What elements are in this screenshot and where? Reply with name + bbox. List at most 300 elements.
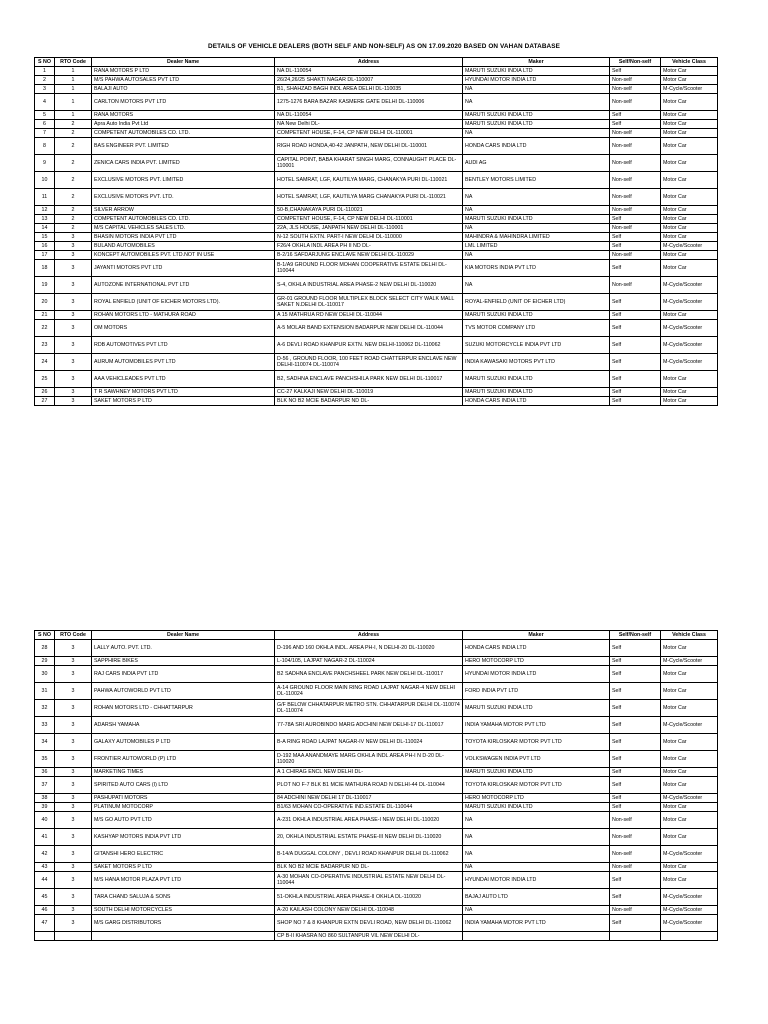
- cell-self-non-self: Non-self: [610, 155, 661, 172]
- table-row: [35, 337, 718, 354]
- table-row: [35, 734, 718, 751]
- cell-rto-code: 2: [55, 120, 92, 129]
- cell-self-non-self: Non-self: [610, 829, 661, 846]
- table-row: [35, 640, 718, 657]
- cell-self-non-self: Non-self: [610, 846, 661, 863]
- cell-maker: MARUTI SUZUKI INDIA LTD: [463, 803, 610, 812]
- cell-vehicle-class: Motor Car: [661, 155, 718, 172]
- table-row: [35, 320, 718, 337]
- cell-vehicle-class: Motor Car: [661, 311, 718, 320]
- dealers-table-1: [34, 57, 718, 406]
- col-header-dealer-name: Dealer Name: [92, 58, 275, 67]
- cell-vehicle-class: Motor Car: [661, 172, 718, 189]
- cell-rto-code: 1: [55, 85, 92, 94]
- cell-rto-code: 2: [55, 224, 92, 233]
- cell-self-non-self: Non-self: [610, 277, 661, 294]
- cell-self-non-self: Self: [610, 294, 661, 311]
- cell-vehicle-class: Motor Car: [661, 224, 718, 233]
- cell-dealer-name: SPIRITED AUTO CARS (I) LTD: [92, 777, 275, 794]
- cell-maker: NA: [463, 829, 610, 846]
- cell-dealer-name: FRONTIER AUTOWORLD (P) LTD: [92, 751, 275, 768]
- cell-maker: MARUTI SUZUKI INDIA LTD: [463, 768, 610, 777]
- cell-maker: MARUTI SUZUKI INDIA LTD: [463, 700, 610, 717]
- cell-address: CAPITAL POINT, BABA KHARAT SINGH MARG, CONNAUGHT PLACE DL-110001: [275, 155, 463, 172]
- cell-address: BLK NO B2 MCIE BADARPUR ND DL-: [275, 397, 463, 406]
- cell-vehicle-class: Motor Car: [661, 777, 718, 794]
- cell-self-non-self: Non-self: [610, 206, 661, 215]
- cell-rto-code: 3: [55, 863, 92, 872]
- table-row: [35, 172, 718, 189]
- table-row: [35, 206, 718, 215]
- cell-sno: 15: [35, 233, 55, 242]
- cell-address: SHOP NO 7 & 8 KHANPUR EXTN DEVLI ROAD, NEW DELHI DL-110062: [275, 915, 463, 932]
- cell-address: N-12 SOUTH EXTN. PART-I NEW DELHI DL-110000: [275, 233, 463, 242]
- table-row: [35, 397, 718, 406]
- cell-self-non-self: Self: [610, 915, 661, 932]
- cell-address: B-14/A DUGGAL COLONY , DEVLI ROAD KHANPUR DELHI DL-110062: [275, 846, 463, 863]
- cell-vehicle-class: Motor Car: [661, 129, 718, 138]
- cell-address: S-4, OKHLA INDUSTRIAL AREA PHASE-2 NEW DELHI DL-110020: [275, 277, 463, 294]
- cell-maker: INDIA YAMAHA MOTOR PVT LTD: [463, 915, 610, 932]
- cell-sno: 47: [35, 915, 55, 932]
- col-header-maker: Maker: [463, 58, 610, 67]
- table-row: [35, 251, 718, 260]
- cell-self-non-self: Self: [610, 215, 661, 224]
- table-row: [35, 233, 718, 242]
- cell-maker: NA: [463, 277, 610, 294]
- cell-dealer-name: KONCEPT AUTOMOBILES PVT. LTD.NOT IN USE: [92, 251, 275, 260]
- cell-address: NA New Delhi DL-: [275, 120, 463, 129]
- cell-sno: 9: [35, 155, 55, 172]
- cell-maker: MARUTI SUZUKI INDIA LTD: [463, 388, 610, 397]
- cell-sno: 2: [35, 76, 55, 85]
- cell-vehicle-class: Motor Car: [661, 863, 718, 872]
- cell-maker: AUDI AG: [463, 155, 610, 172]
- cell-dealer-name: ROHAN MOTORS LTD - MATHURA ROAD: [92, 311, 275, 320]
- table-row: [35, 85, 718, 94]
- col-header-address: Address: [275, 58, 463, 67]
- cell-self-non-self: Non-self: [610, 129, 661, 138]
- cell-maker: NA: [463, 85, 610, 94]
- cell-address: 77-78A SRI AUROBINDO MARG ADCHINI NEW DELHI-17 DL-110017: [275, 717, 463, 734]
- cell-address: BLK NO B2 MCIE BADARPUR ND DL-: [275, 863, 463, 872]
- cell-address: 50-B,CHANAKAYA PURI DL-110021: [275, 206, 463, 215]
- cell-maker: VOLKSWAGEN INDIA PVT LTD: [463, 751, 610, 768]
- cell-self-non-self: Self: [610, 388, 661, 397]
- col-header-rto-code: RTO Code: [55, 631, 92, 640]
- cell-address: 20, OKHLA INDUSTRIAL ESTATE PHASE-III NEW DELHI DL-110020: [275, 829, 463, 846]
- cell-address: D-192 MAA ANANDMAYE MARG OKHLA INDL AREA PH-I N D-20 DL-110020: [275, 751, 463, 768]
- cell-vehicle-class: Motor Car: [661, 251, 718, 260]
- cell-sno: 34: [35, 734, 55, 751]
- table-row: [35, 794, 718, 803]
- cell-address: A-5 MOLAR BAND EXTENSION BADARPUR NEW DELHI DL-110044: [275, 320, 463, 337]
- cell-vehicle-class: Motor Car: [661, 189, 718, 206]
- cell-vehicle-class: Motor Car: [661, 94, 718, 111]
- cell-dealer-name: BAS ENGINEER PVT. LIMITED: [92, 138, 275, 155]
- cell-rto-code: 2: [55, 138, 92, 155]
- cell-address: 22A, JLS HOUSE, JANPATH NEW DELHI DL-110001: [275, 224, 463, 233]
- cell-address: B2 SADHNA ENCLAVE PANCHSHEEL PARK NEW DELHI DL-110017: [275, 666, 463, 683]
- cell-sno: 39: [35, 803, 55, 812]
- cell-self-non-self: Non-self: [610, 85, 661, 94]
- cell-dealer-name: PASHUPATI MOTORS: [92, 794, 275, 803]
- cell-rto-code: 2: [55, 206, 92, 215]
- cell-vehicle-class: Motor Car: [661, 872, 718, 889]
- cell-sno: 38: [35, 794, 55, 803]
- cell-maker: NA: [463, 224, 610, 233]
- cell-rto-code: 3: [55, 371, 92, 388]
- cell-dealer-name: T R SAWHNEY MOTORS PVT LTD: [92, 388, 275, 397]
- cell-dealer-name: M/S HANA MOTOR PLAZA PVT LTD: [92, 872, 275, 889]
- cell-dealer-name: KASHYAP MOTORS INDIA PVT LTD: [92, 829, 275, 846]
- cell-vehicle-class: Motor Car: [661, 111, 718, 120]
- cell-self-non-self: Self: [610, 371, 661, 388]
- cell-maker: TOYOTA KIRLOSKAR MOTOR PVT LTD: [463, 777, 610, 794]
- cell-sno: 41: [35, 829, 55, 846]
- cell-sno: 17: [35, 251, 55, 260]
- cell-sno: 10: [35, 172, 55, 189]
- cell-rto-code: 3: [55, 829, 92, 846]
- cell-maker: MARUTI SUZUKI INDIA LTD: [463, 371, 610, 388]
- cell-sno: 24: [35, 354, 55, 371]
- cell-dealer-name: M/S PAHWA AUTOSALES PVT LTD: [92, 76, 275, 85]
- cell-maker: KIA MOTORS INDIA PVT LTD: [463, 260, 610, 277]
- cell-address: NA DL-110054: [275, 111, 463, 120]
- cell-self-non-self: Self: [610, 397, 661, 406]
- table-row: [35, 294, 718, 311]
- cell-rto-code: 3: [55, 640, 92, 657]
- cell-sno: 1: [35, 67, 55, 76]
- cell-address: D-196 AND 160 OKHLA INDL. AREA PH-I, N DELHI-20 DL-110020: [275, 640, 463, 657]
- cell-sno: 35: [35, 751, 55, 768]
- table-row: [35, 700, 718, 717]
- cell-address: B1/63 MOHAN CO-OPERATIVE IND.ESTATE DL-110044: [275, 803, 463, 812]
- cell-sno: 31: [35, 683, 55, 700]
- cell-rto-code: 3: [55, 320, 92, 337]
- cell-maker: HERO MOTOCORP LTD: [463, 657, 610, 666]
- cell-maker: NA: [463, 129, 610, 138]
- cell-rto-code: 2: [55, 189, 92, 206]
- cell-address: B-A RING ROAD LAJPAT NAGAR-IV NEW DELHI DL-110024: [275, 734, 463, 751]
- cell-vehicle-class: Motor Car: [661, 67, 718, 76]
- cell-vehicle-class: M-Cycle/Scooter: [661, 889, 718, 906]
- cell-vehicle-class: Motor Car: [661, 640, 718, 657]
- cell-address: RIGH ROAD HONDA,40-42 JANPATH, NEW DELHI DL-110001: [275, 138, 463, 155]
- table-row: [35, 76, 718, 85]
- cell-vehicle-class: M-Cycle/Scooter: [661, 794, 718, 803]
- cell-maker: MARUTI SUZUKI INDIA LTD: [463, 67, 610, 76]
- cell-self-non-self: Self: [610, 889, 661, 906]
- cell-address: CP B-II KHASRA NO 860 SULTANPUR VIL NEW DELHI DL-: [275, 932, 463, 941]
- cell-rto-code: 3: [55, 700, 92, 717]
- cell-address: 26/24,26/25 SHAKTI NAGAR DL-110007: [275, 76, 463, 85]
- table-row: [35, 829, 718, 846]
- cell-rto-code: 3: [55, 683, 92, 700]
- cell-maker: NA: [463, 251, 610, 260]
- cell-dealer-name: CARLTON MOTORS PVT LTD: [92, 94, 275, 111]
- cell-self-non-self: Self: [610, 111, 661, 120]
- cell-sno: 30: [35, 666, 55, 683]
- table-row: [35, 666, 718, 683]
- table-row: [35, 803, 718, 812]
- table-row: [35, 155, 718, 172]
- cell-dealer-name: PAHWA AUTOWORLD PVT LTD: [92, 683, 275, 700]
- cell-maker: FORD INDIA PVT LTD: [463, 683, 610, 700]
- table-row: [35, 129, 718, 138]
- cell-maker: MAHINDRA & MAHINDRA LIMITED: [463, 233, 610, 242]
- cell-rto-code: 1: [55, 67, 92, 76]
- cell-self-non-self: Self: [610, 683, 661, 700]
- cell-maker: HYUNDAI MOTOR INDIA LTD: [463, 76, 610, 85]
- cell-rto-code: 3: [55, 242, 92, 251]
- cell-self-non-self: Self: [610, 803, 661, 812]
- col-header-sno: S NO: [35, 631, 55, 640]
- table-header-row: [35, 631, 718, 640]
- cell-self-non-self: Self: [610, 751, 661, 768]
- cell-dealer-name: ROYAL ENFIELD (UNIT OF EICHER MOTORS LTD).: [92, 294, 275, 311]
- cell-rto-code: 3: [55, 846, 92, 863]
- dealers-table-2: [34, 630, 718, 941]
- cell-address: F26/4 OKHLA INDL AREA PH II ND DL-: [275, 242, 463, 251]
- cell-address: COMPETENT HOUSE, F-14, CP NEW DELHI DL-110001: [275, 215, 463, 224]
- cell-vehicle-class: M-Cycle/Scooter: [661, 320, 718, 337]
- table-row: [35, 215, 718, 224]
- cell-rto-code: 1: [55, 111, 92, 120]
- cell-dealer-name: M/S GARG DISTRIBUTORS: [92, 915, 275, 932]
- cell-rto-code: 3: [55, 803, 92, 812]
- cell-address: HOTEL SAMRAT, LGF, KAUTILYA MARG, CHANAKYA PURI DL-110021: [275, 172, 463, 189]
- cell-self-non-self: Self: [610, 794, 661, 803]
- table-body: [35, 640, 718, 932]
- table-row: [35, 889, 718, 906]
- col-header-vehicle-class: Vehicle Class: [661, 631, 718, 640]
- cell-address: G/F BELOW CHHATARPUR METRO STN. CHHATARPUR DELHI DL-110074 DL-110074: [275, 700, 463, 717]
- cell-sno: 5: [35, 111, 55, 120]
- cell-vehicle-class: Motor Car: [661, 138, 718, 155]
- cell-maker: TVS MOTOR COMPANY LTD: [463, 320, 610, 337]
- cell-self-non-self: Self: [610, 872, 661, 889]
- cell-rto-code: 3: [55, 251, 92, 260]
- cell-address: HOTEL SAMRAT, LGF, KAUTILYA MARG CHANAKYA PURI DL-110021: [275, 189, 463, 206]
- cell-sno: 13: [35, 215, 55, 224]
- cell-dealer-name: RAJ CARS INDIA PVT LTD: [92, 666, 275, 683]
- cell-sno: 42: [35, 846, 55, 863]
- cell-rto-code: 1: [55, 76, 92, 85]
- cell-rto-code: 3: [55, 294, 92, 311]
- cell-dealer-name: PLATINUM MOTOCORP: [92, 803, 275, 812]
- cell-maker: HONDA CARS INDIA LTD: [463, 640, 610, 657]
- table-row: [35, 846, 718, 863]
- cell-self-non-self: Self: [610, 657, 661, 666]
- cell-sno: 21: [35, 311, 55, 320]
- cell-address: NA DL-110054: [275, 67, 463, 76]
- table-row: [35, 906, 718, 915]
- cell-vehicle-class: Motor Car: [661, 120, 718, 129]
- cell-address: A-20 KAILASH COLONY NEW DELHI DL-110048: [275, 906, 463, 915]
- col-header-maker: Maker: [463, 631, 610, 640]
- cell-rto-code: 3: [55, 397, 92, 406]
- cell-rto-code: 2: [55, 129, 92, 138]
- cell-vehicle-class: Motor Car: [661, 666, 718, 683]
- table-row: [35, 863, 718, 872]
- cell-rto-code: 3: [55, 812, 92, 829]
- cell-vehicle-class: M-Cycle/Scooter: [661, 85, 718, 94]
- cell-dealer-name: EXCLUSIVE MOTORS PVT. LTD.: [92, 189, 275, 206]
- cell-vehicle-class: Motor Car: [661, 700, 718, 717]
- cell-self-non-self: Non-self: [610, 863, 661, 872]
- table-row: [35, 751, 718, 768]
- cell-rto-code: 3: [55, 794, 92, 803]
- cell-maker: NA: [463, 846, 610, 863]
- cell-address: B2, SADHNA ENCLAVE PANCHSHILA PARK NEW DELHI DL-110017: [275, 371, 463, 388]
- cell-sno: 26: [35, 388, 55, 397]
- cell-address: B1, SHAHZAD BAGH INDL AREA DELHI DL-110035: [275, 85, 463, 94]
- cell-self-non-self: Self: [610, 354, 661, 371]
- cell-dealer-name: ROHAN MOTORS LTD - CHHATTARPUR: [92, 700, 275, 717]
- table-row: [35, 371, 718, 388]
- cell-self-non-self: Non-self: [610, 138, 661, 155]
- cell-sno: 20: [35, 294, 55, 311]
- cell-dealer-name: LALLY AUTO. PVT. LTD.: [92, 640, 275, 657]
- cell-sno: 43: [35, 863, 55, 872]
- cell-dealer-name: EXCLUSIVE MOTORS PVT. LIMITED: [92, 172, 275, 189]
- cell-vehicle-class: Motor Car: [661, 683, 718, 700]
- cell-dealer-name: BALAJI AUTO: [92, 85, 275, 94]
- cell-maker: NA: [463, 189, 610, 206]
- cell-rto-code: 3: [55, 915, 92, 932]
- cell-rto-code: 2: [55, 215, 92, 224]
- cell-sno: 45: [35, 889, 55, 906]
- cell-dealer-name: RANA MOTORS: [92, 111, 275, 120]
- cell-sno: 28: [35, 640, 55, 657]
- cell-self-non-self: Non-self: [610, 189, 661, 206]
- cell-self-non-self: Self: [610, 700, 661, 717]
- table-row: [35, 138, 718, 155]
- table-row: [35, 657, 718, 666]
- table-row: [35, 277, 718, 294]
- document-title: DETAILS OF VEHICLE DEALERS (BOTH SELF AND NON-SELF) AS ON 17.09.2020 BASED ON VAHAN DATABASE: [208, 43, 560, 50]
- cell-self-non-self: Self: [610, 67, 661, 76]
- cell-self-non-self: Self: [610, 337, 661, 354]
- cell-vehicle-class: Motor Car: [661, 76, 718, 85]
- cell-vehicle-class: Motor Car: [661, 260, 718, 277]
- col-header-self-non-self: Self/Non-self: [610, 58, 661, 67]
- cell-vehicle-class: M-Cycle/Scooter: [661, 657, 718, 666]
- cell-rto-code: 3: [55, 354, 92, 371]
- table-row: [35, 354, 718, 371]
- cell-sno: 22: [35, 320, 55, 337]
- cell-vehicle-class: Motor Car: [661, 206, 718, 215]
- cell-vehicle-class: Motor Car: [661, 812, 718, 829]
- cell-dealer-name: COMPETENT AUTOMOBILES CO. LTD.: [92, 215, 275, 224]
- cell-address: 51-OKHLA INDUSTRIAL AREA PHASE-II OKHLA DL-110020: [275, 889, 463, 906]
- cell-self-non-self: Self: [610, 260, 661, 277]
- cell-maker: SUZUKI MOTORCYCLE INDIA PVT LTD: [463, 337, 610, 354]
- cell-dealer-name: COMPETENT AUTOMOBILES CO. LTD.: [92, 129, 275, 138]
- table-row: [35, 67, 718, 76]
- cell-vehicle-class: Motor Car: [661, 768, 718, 777]
- cell-self-non-self: Self: [610, 666, 661, 683]
- cell-dealer-name: GALAXY AUTOMOBILES P LTD: [92, 734, 275, 751]
- cell-dealer-name: RANA MOTORS P LTD: [92, 67, 275, 76]
- cell-address: B-2/16 SAFDARJUNG ENCLAVE NEW DELHI DL-110029: [275, 251, 463, 260]
- cell-dealer-name: MARKETING TIMES: [92, 768, 275, 777]
- cell-dealer-name: TARA CHAND SALUJA & SONS: [92, 889, 275, 906]
- table-row: [35, 94, 718, 111]
- cell-sno: 3: [35, 85, 55, 94]
- cell-address: D-56 , GROUND FLOOR, 100 FEET ROAD CHATTERPUR ENCLAVE NEW DELHI-110074 DL-110074: [275, 354, 463, 371]
- cell-dealer-name: ZENICA CARS INDIA PVT. LIMITED: [92, 155, 275, 172]
- cell-maker: NA: [463, 94, 610, 111]
- table-row: [35, 224, 718, 233]
- cell-vehicle-class: Motor Car: [661, 215, 718, 224]
- cell-self-non-self: Non-self: [610, 94, 661, 111]
- cell-sno: 11: [35, 189, 55, 206]
- cell-dealer-name: Apra Auto India Pvt Ltd: [92, 120, 275, 129]
- cell-dealer-name: M/S CAPITAL VEHICLES SALES LTD.: [92, 224, 275, 233]
- cell-sno: 4: [35, 94, 55, 111]
- cell-dealer-name: SILVER ARROW: [92, 206, 275, 215]
- cell-self-non-self: Non-self: [610, 906, 661, 915]
- cell-sno: 23: [35, 337, 55, 354]
- cell-maker: MARUTI SUZUKI INDIA LTD: [463, 111, 610, 120]
- cell-sno: 7: [35, 129, 55, 138]
- cell-self-non-self: Self: [610, 242, 661, 251]
- cell-rto-code: 2: [55, 172, 92, 189]
- table-row: [35, 120, 718, 129]
- cell-rto-code: 3: [55, 260, 92, 277]
- cell-self-non-self: Non-self: [610, 76, 661, 85]
- cell-maker: HYUNDAI MOTOR INDIA LTD: [463, 872, 610, 889]
- cell-sno: 40: [35, 812, 55, 829]
- cell-vehicle-class: Motor Car: [661, 388, 718, 397]
- cell-dealer-name: SAPPHIRE BIKES: [92, 657, 275, 666]
- cell-rto-code: 3: [55, 666, 92, 683]
- cell-vehicle-class: M-Cycle/Scooter: [661, 242, 718, 251]
- cell-vehicle-class: M-Cycle/Scooter: [661, 354, 718, 371]
- cell-rto-code: 3: [55, 657, 92, 666]
- cell-maker: INDIA KAWASAKI MOTORS PVT LTD: [463, 354, 610, 371]
- cell-sno: 36: [35, 768, 55, 777]
- cell-dealer-name: RDB AUTOMOTIVES PVT LTD: [92, 337, 275, 354]
- cell-vehicle-class: Motor Car: [661, 803, 718, 812]
- cell-maker: BAJAJ AUTO LTD: [463, 889, 610, 906]
- cell-self-non-self: Self: [610, 768, 661, 777]
- table-row: [35, 242, 718, 251]
- cell-sno: 37: [35, 777, 55, 794]
- cell-maker: NA: [463, 206, 610, 215]
- cell-sno: 12: [35, 206, 55, 215]
- cell-sno: 25: [35, 371, 55, 388]
- cell-dealer-name: AUTOZONE INTERNATIONAL PVT LTD: [92, 277, 275, 294]
- table-row: [35, 768, 718, 777]
- cell-vehicle-class: M-Cycle/Scooter: [661, 846, 718, 863]
- cell-dealer-name: BHASIN MOTORS INDIA PVT LTD: [92, 233, 275, 242]
- cell-address: A 1 CHIRAG ENCL NEW DELHI DL-: [275, 768, 463, 777]
- cell-dealer-name: ADARSH YAMAHA: [92, 717, 275, 734]
- cell-sno: 27: [35, 397, 55, 406]
- cell-address: A-6 DEVLI ROAD KHANPUR EXTN. NEW DELHI-110062 DL-110062: [275, 337, 463, 354]
- cell-maker: ROYAL-ENFIELD (UNIT OF EICHER LTD): [463, 294, 610, 311]
- cell-maker: HYUNDAI MOTOR INDIA LTD: [463, 666, 610, 683]
- cell-dealer-name: JAYANTI MOTORS PVT LTD: [92, 260, 275, 277]
- cell-vehicle-class: M-Cycle/Scooter: [661, 277, 718, 294]
- cell-rto-code: 3: [55, 768, 92, 777]
- cell-address: A-30 MOHAN CO-OPERATIVE INDUSTRIAL ESTATE NEW DELHI DL-110044: [275, 872, 463, 889]
- col-header-sno: S NO: [35, 58, 55, 67]
- table-body: [35, 67, 718, 406]
